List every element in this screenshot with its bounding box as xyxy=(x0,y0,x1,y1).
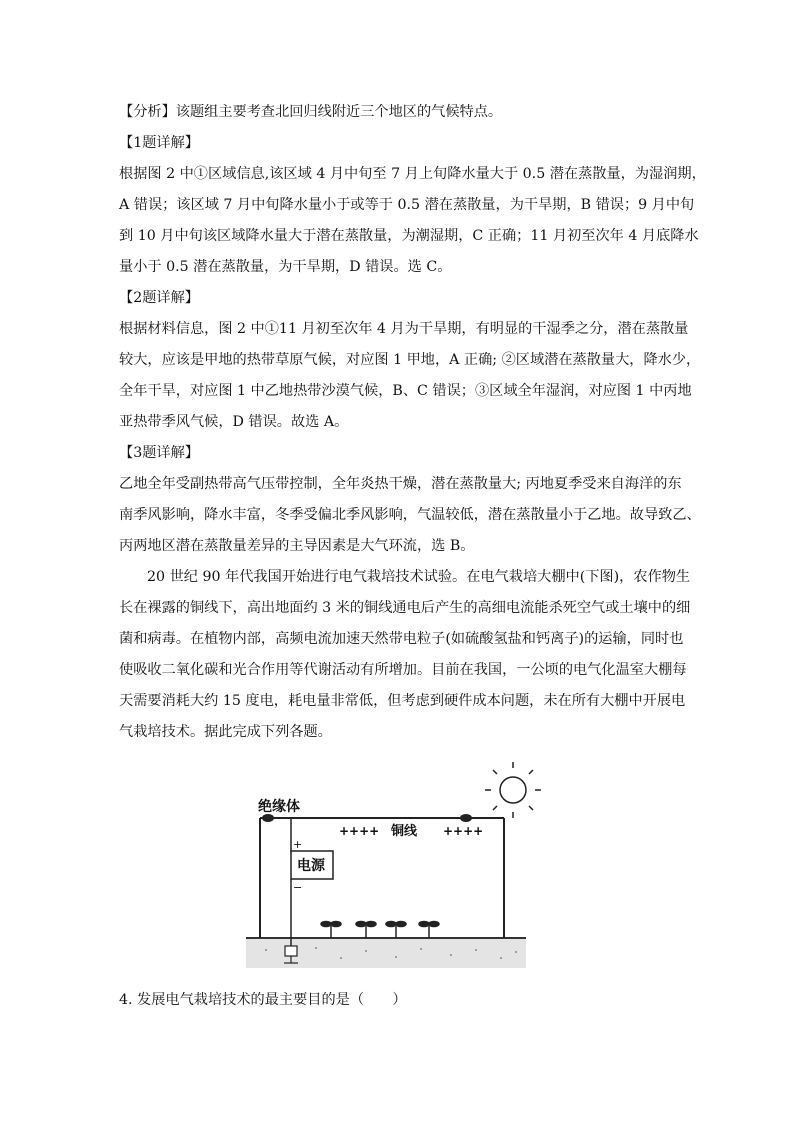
analysis-text: 【分析】该题组主要考查北回归线附近三个地区的气候特点。 xyxy=(119,104,503,120)
q3-heading: 【3题详解】 xyxy=(119,445,199,461)
q3-section xyxy=(119,438,701,562)
q3-line: 乙地全年受副热带高气压带控制，全年炎热干燥，潜在蒸散量大; 丙地夏季受来自海洋的东 xyxy=(119,476,682,492)
passage xyxy=(119,562,691,748)
pole-plus: + xyxy=(293,838,303,851)
q1-line: 根据图 2 中①区域信息,该区域 4 月中旬至 7 月上旬降水量大于 0.5 潜在蒸散量，为湿润期， xyxy=(119,166,706,182)
q1-line: 到 10 月中旬该区域降水量大于潜在蒸散量，为潮湿期，C 正确；11 月初至次年 4 月底降水 xyxy=(119,228,699,244)
q2-line: 较大，应该是甲地的热带草原气候，对应图 1 甲地，A 正确; ②区域潜在蒸散量大，降水少， xyxy=(119,352,701,368)
passage-line: 使吸收二氧化碳和光合作用等代谢活动有所增加。目前在我国，一公顷的电气化温室大棚每 xyxy=(119,662,687,678)
passage-line: 菌和病毒。在植物内部，高频电流加速天然带电粒子(如硫酸氢盐和钙离子)的运输，同时也 xyxy=(119,631,684,647)
sun-icon xyxy=(485,762,541,818)
q2-heading: 【2题详解】 xyxy=(119,290,199,306)
insulator-label: 绝缘体 xyxy=(258,799,300,815)
q2-line: 全年干旱，对应图 1 中乙地热带沙漠气候，B、C 错误；③区域全年湿润，对应图 1 中丙地 xyxy=(119,383,692,399)
q2-section xyxy=(119,283,701,438)
seedlings-icon xyxy=(321,922,439,939)
q2-line: 亚热带季风气候，D 错误。故选 A。 xyxy=(119,414,349,430)
power-label: 电源 xyxy=(297,858,325,874)
charge-left: ++++ xyxy=(339,824,380,838)
ground-electrode xyxy=(285,946,297,956)
q2-line: 根据材料信息，图 2 中①11 月初至次年 4 月为干旱期，有明显的干湿季之分，潜在蒸散量 xyxy=(119,321,689,337)
passage-line: 天需要消耗大约 15 度电，耗电量非常低，但考虑到硬件成本问题，未在所有大棚中开展电 xyxy=(119,693,686,709)
insulator-right xyxy=(460,814,472,822)
greenhouse-diagram xyxy=(246,758,546,973)
copper-wire-label: 铜线 xyxy=(391,824,418,839)
q1-section xyxy=(119,128,706,283)
charge-right: ++++ xyxy=(443,824,484,838)
q1-heading: 【1题详解】 xyxy=(119,135,199,151)
passage-line: 20 世纪 90 年代我国开始进行电气栽培技术试验。在电气栽培大棚中(下图)，农作物生 xyxy=(147,569,691,585)
q3-line: 南季风影响，降水丰富，冬季受偏北季风影响，气温较低，潜在蒸散量小于乙地。故导致乙、 xyxy=(119,507,701,523)
insulator-left xyxy=(262,814,274,822)
question-4: 4. 发展电气栽培技术的最主要目的是（ ） xyxy=(119,992,407,1008)
q1-line: A 错误；该区域 7 月中旬降水量小于或等于 0.5 潜在蒸散量，为干旱期，B 错误；9 月中旬 xyxy=(119,197,695,213)
pole-minus: − xyxy=(293,881,303,894)
passage-line: 气栽培技术。据此完成下列各题。 xyxy=(119,724,332,740)
passage-line: 长在裸露的铜线下，高出地面约 3 米的铜线通电后产生的高细电流能杀死空气或土壤中的细 xyxy=(119,600,691,616)
q3-line: 丙两地区潜在蒸散量差异的主导因素是大气环流，选 B。 xyxy=(119,538,475,554)
q1-line: 量小于 0.5 潜在蒸散量，为干旱期，D 错误。选 C。 xyxy=(119,259,452,275)
